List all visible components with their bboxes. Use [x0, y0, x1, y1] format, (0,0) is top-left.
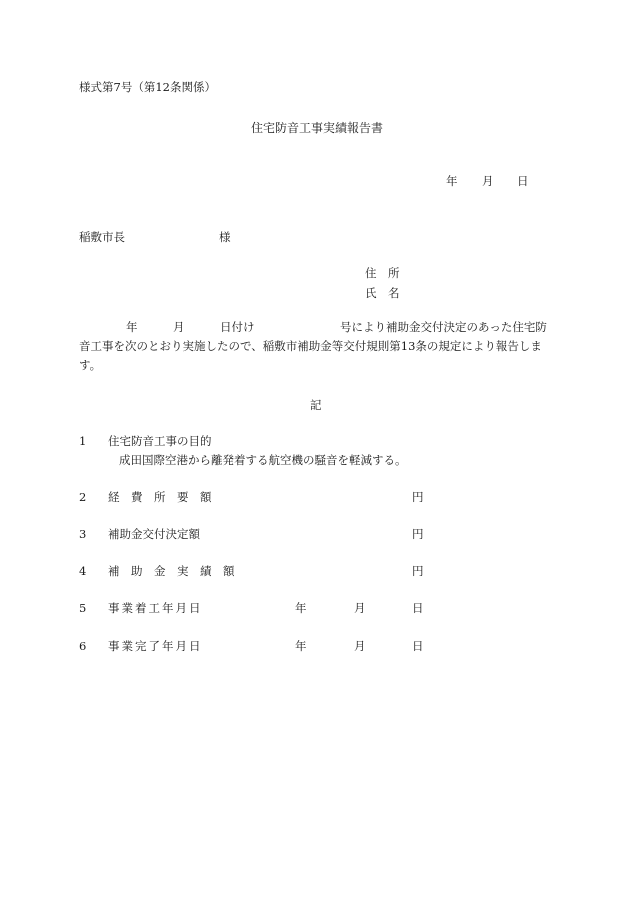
date-month-label: 月	[482, 174, 494, 188]
report-body-paragraph	[79, 318, 559, 375]
date-day-label: 日	[517, 174, 529, 188]
item-number: 4	[79, 564, 87, 578]
item-year-label: 年	[295, 601, 307, 615]
ki-heading: 記	[310, 398, 322, 412]
item-year-label: 年	[295, 639, 307, 653]
addressee-name: 稲敷市長	[79, 230, 125, 244]
body-year-label: 年	[126, 320, 138, 334]
item-label-completion-date: 事業完了年月日	[108, 639, 203, 653]
item-unit-yen: 円	[412, 490, 424, 504]
date-year-label: 年	[446, 174, 458, 188]
item-label-grant-actual: 補 助 金 実 績 額	[108, 564, 235, 578]
item-number: 3	[79, 527, 87, 541]
item-month-label: 月	[354, 639, 366, 653]
applicant-name-label: 氏 名	[365, 286, 400, 300]
item-label-expense: 経 費 所 要 額	[108, 490, 212, 504]
body-line3-text: す。	[79, 358, 102, 372]
item-label-start-date: 事業着工年月日	[108, 601, 203, 615]
item-month-label: 月	[354, 601, 366, 615]
item-label-purpose: 住宅防音工事の目的	[108, 434, 212, 448]
item-day-label: 日	[412, 601, 424, 615]
form-number-label: 様式第7号（第12条関係）	[79, 80, 216, 94]
item-number: 5	[79, 601, 87, 615]
applicant-address-label: 住 所	[365, 266, 400, 280]
body-day-label: 日付け	[220, 320, 255, 334]
addressee-honorific: 様	[219, 230, 231, 244]
item-unit-yen: 円	[412, 527, 424, 541]
body-month-label: 月	[173, 320, 185, 334]
body-line1-text: 号により補助金交付決定のあった住宅防	[340, 320, 547, 334]
item-detail-purpose: 成田国際空港から離発着する航空機の騒音を軽減する。	[119, 453, 407, 467]
item-day-label: 日	[412, 639, 424, 653]
document-title: 住宅防音工事実績報告書	[251, 121, 384, 135]
item-label-grant-decision: 補助金交付決定額	[108, 527, 200, 541]
item-number: 2	[79, 490, 87, 504]
body-line2-text: 音工事を次のとおり実施したので、稲敷市補助金等交付規則第13条の規定により報告しま	[79, 339, 542, 353]
item-number: 6	[79, 639, 87, 653]
item-unit-yen: 円	[412, 564, 424, 578]
item-number: 1	[79, 434, 87, 448]
